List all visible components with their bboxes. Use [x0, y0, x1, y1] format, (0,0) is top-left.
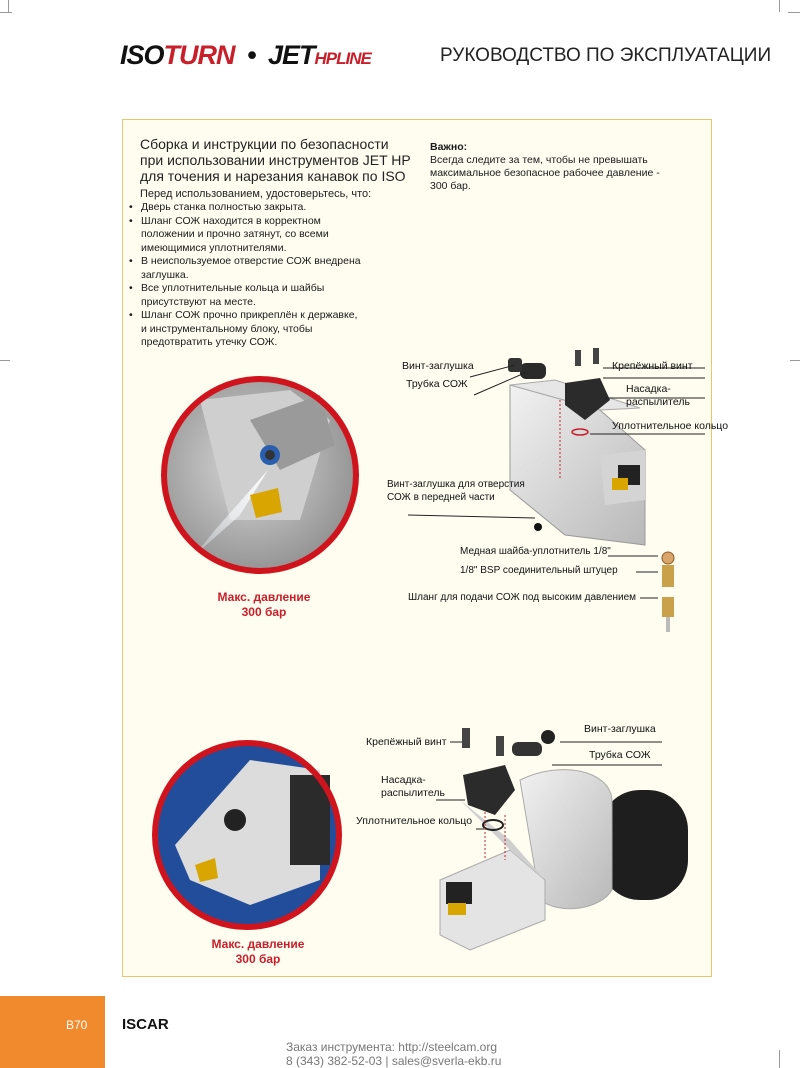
label-copper-washer: Медная шайба-уплотнитель 1/8": [460, 546, 611, 557]
label-coolant-tube: Трубка СОЖ: [406, 378, 468, 390]
order-link[interactable]: Заказ инструмента: http://steelcam.org: [286, 1040, 498, 1054]
label-o-ring: Уплотнительное кольцо: [612, 420, 729, 432]
contact-line[interactable]: 8 (343) 382-52-03 | sales@sverla-ekb.ru: [286, 1054, 502, 1068]
label-coolant-tube-2: Трубка СОЖ: [589, 749, 651, 761]
closeup-photo-2: [155, 743, 339, 927]
label-clamp-screw-2: Крепёжный винт: [366, 736, 447, 748]
brand-name: ISCAR: [122, 1016, 169, 1033]
label-plug-screw-2: Винт-заглушка: [584, 723, 656, 735]
label-nozzle-2: Насадка- распылитель: [381, 774, 445, 799]
list-item: • Все уплотнительные кольца и шайбы присутствуют на месте.: [128, 282, 363, 309]
label-bsp-fitting: 1/8" BSP соединительный штуцер: [460, 565, 618, 576]
list-item: • Шланг СОЖ находится в корректном положении и прочно затянут, со всеми имеющимися уплотнителями.: [128, 215, 363, 256]
max-pressure-label-1: Макс. давление 300 бар: [217, 590, 311, 619]
manual-title: РУКОВОДСТВО ПО ЭКСПЛУАТАЦИИ: [440, 45, 772, 66]
label-clamp-screw: Крепёжный винт: [612, 360, 693, 372]
closeup-photo-1: [164, 379, 356, 571]
page-number: B70: [66, 1018, 88, 1032]
list-item: • Шланг СОЖ прочно прикреплён к державке, и инструментальному блоку, чтобы предотвратить утечку СОЖ.: [128, 309, 363, 350]
important-heading: Важно:: [430, 141, 468, 153]
label-nozzle: Насадка- распылитель: [626, 383, 690, 408]
label-plug-screw: Винт-заглушка: [402, 360, 474, 372]
label-hp-hose: Шланг для подачи СОЖ под высоким давлением: [408, 592, 637, 603]
list-item: • В неиспользуемое отверстие СОЖ внедрена заглушка.: [128, 255, 363, 282]
section-title: Сборка и инструкции по безопасности при использовании инструментов JET HP для точения и нарезания канавок по ISO: [140, 136, 411, 184]
label-front-plug: Винт-заглушка для отверстия СОЖ в передней части: [387, 479, 525, 503]
label-o-ring-2: Уплотнительное кольцо: [356, 815, 473, 827]
important-text: Всегда следите за тем, чтобы не превышать максимальное безопасное рабочее давление - 300 бар.: [430, 154, 660, 192]
max-pressure-label-2: Макс. давление 300 бар: [211, 937, 305, 966]
isoturn-jethpline-logo: ISOTURN • JETHPLINE: [120, 40, 371, 70]
section-intro: Перед использованием, удостоверьтесь, что:: [140, 188, 372, 200]
list-item: • Дверь станка полностью закрыта.: [128, 201, 363, 215]
footer-color-bar: [0, 996, 105, 1068]
contact-info: [286, 1040, 501, 1068]
